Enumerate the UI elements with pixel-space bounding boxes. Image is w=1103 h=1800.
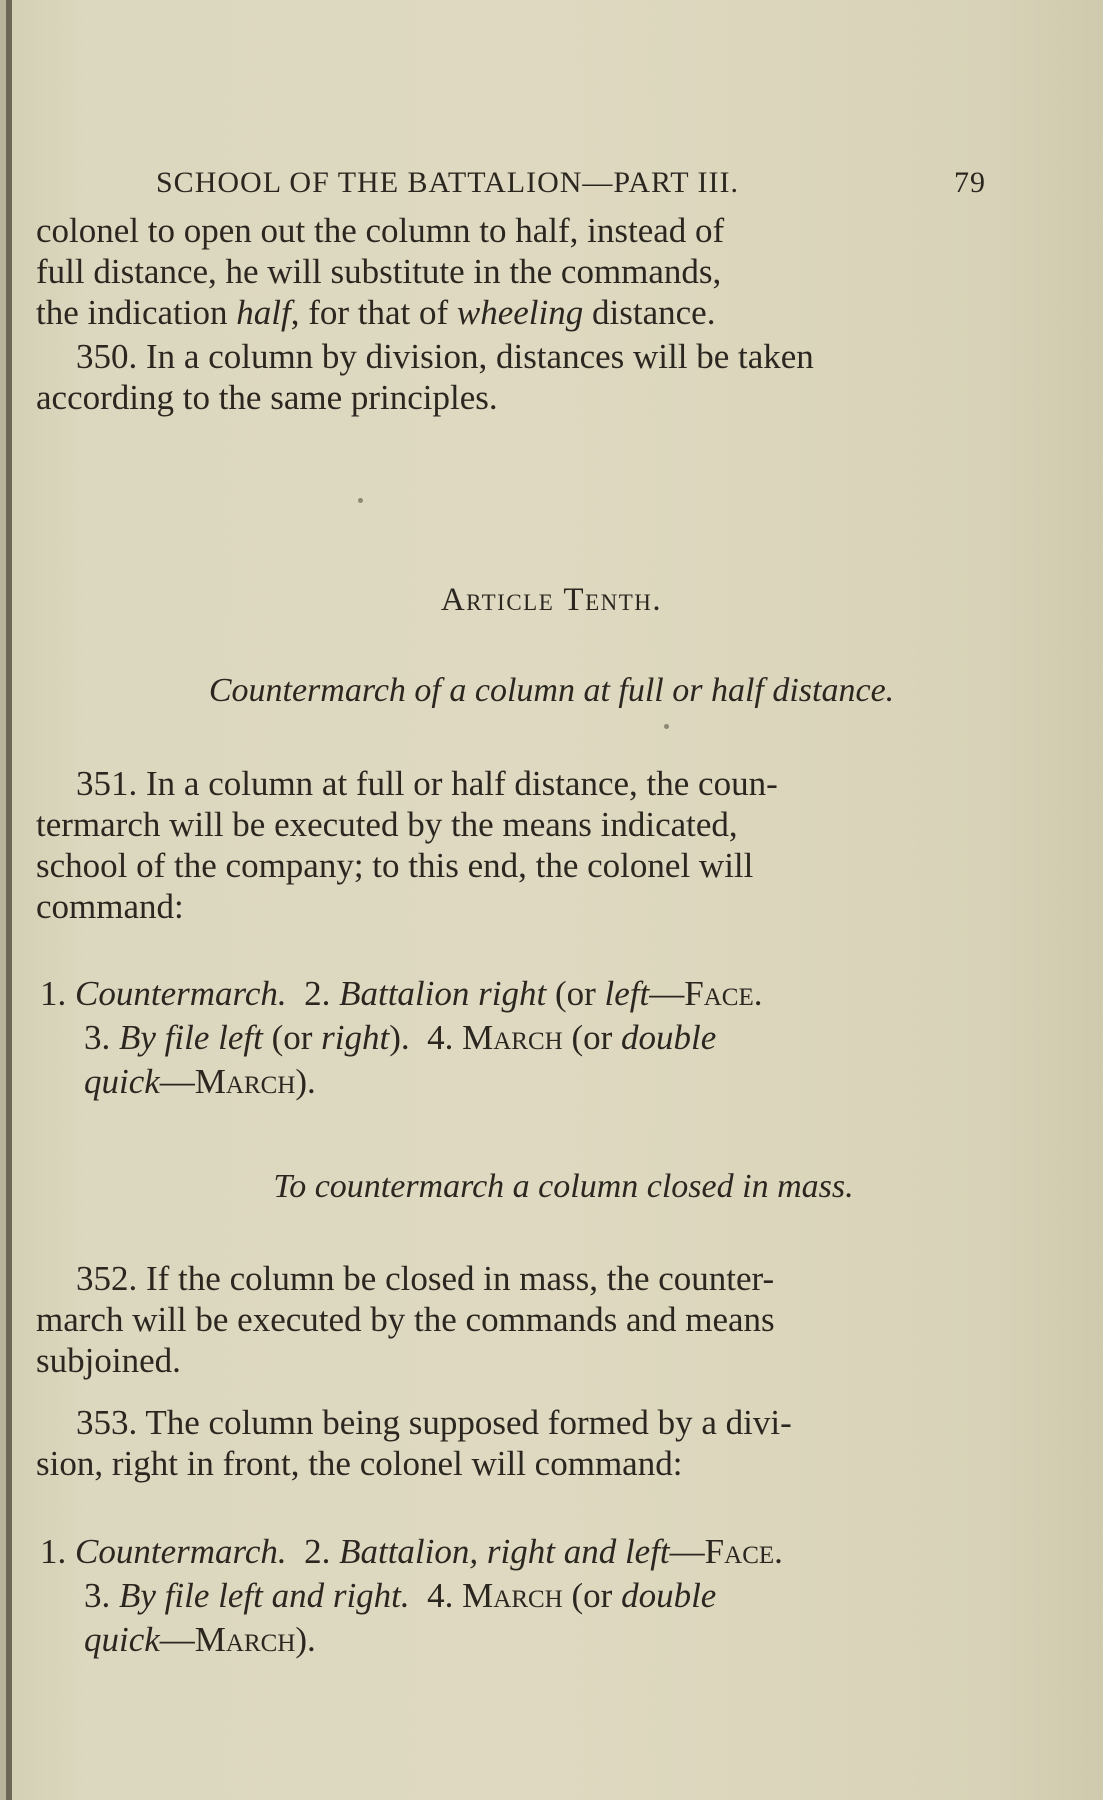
text: — [159, 1620, 195, 1659]
text: 2. [286, 1532, 340, 1571]
paragraph-350 [36, 336, 994, 418]
command-line [40, 1530, 1000, 1574]
text-line: colonel to open out the column to half, instead of [36, 211, 725, 250]
text: 3. [84, 1018, 119, 1057]
text: (or [562, 1018, 622, 1057]
emphasis: half [236, 293, 291, 332]
command-word: Face. [684, 974, 763, 1013]
text: ). [295, 1620, 316, 1659]
text: — [669, 1532, 705, 1571]
text: the indication [36, 293, 237, 332]
text: 4. [409, 1576, 463, 1615]
command-line [40, 972, 1000, 1016]
command: By file left [119, 1018, 263, 1057]
command: Battalion right [339, 974, 547, 1013]
command-sequence-1 [40, 972, 1000, 1104]
paragraph-353 [36, 1402, 994, 1484]
text-line: school of the company; to this end, the colonel will [36, 846, 754, 885]
text-line: full distance, he will substitute in the commands, [36, 252, 722, 291]
command-line [40, 1618, 1000, 1662]
command-word: March [194, 1620, 296, 1659]
command: Battalion, right and left [339, 1532, 670, 1571]
command-word: March [462, 1576, 563, 1615]
text-line: 351. In a column at full or half distance, the coun- [76, 764, 778, 803]
command: Countermarch. [75, 974, 287, 1013]
command: Countermarch. [75, 1532, 287, 1571]
command: left [604, 974, 650, 1013]
text: (or [546, 974, 605, 1013]
text: — [159, 1062, 195, 1101]
command: double [621, 1018, 717, 1057]
text-line: 350. In a column by division, distances will be taken [76, 337, 814, 376]
text-line: sion, right in front, the colonel will command: [36, 1444, 683, 1483]
running-head-title: SCHOOL OF THE BATTALION—PART III. [156, 166, 739, 199]
command-word: Face. [704, 1532, 783, 1571]
command: By file left and right. [119, 1576, 410, 1615]
text: ). [295, 1062, 316, 1101]
command-word: March [462, 1018, 563, 1057]
text: (or [262, 1018, 322, 1057]
text: (or [562, 1576, 622, 1615]
continuation-paragraph [36, 210, 994, 333]
text-line: termarch will be executed by the means indicated, [36, 805, 738, 844]
text: distance. [583, 293, 716, 332]
emphasis: wheeling [456, 293, 584, 332]
command: double [621, 1576, 717, 1615]
text-line: march will be executed by the commands and means [36, 1300, 775, 1339]
text: ). 4. [389, 1018, 463, 1057]
article-heading: Article Tenth. [440, 582, 663, 618]
section-heading-full-half-distance: Countermarch of a column at full or half distance. [208, 672, 895, 709]
text: 1. [40, 1532, 75, 1571]
text: 3. [84, 1576, 119, 1615]
text: 2. [286, 974, 340, 1013]
text-line: 352. If the column be closed in mass, the counter- [76, 1259, 775, 1298]
print-speck [664, 724, 669, 729]
text-line: according to the same principles. [36, 378, 498, 417]
text-line [36, 292, 994, 333]
text-line: 353. The column being supposed formed by a divi- [76, 1403, 792, 1442]
command: right [321, 1018, 390, 1057]
text-line: subjoined. [36, 1341, 181, 1380]
command: quick [84, 1062, 160, 1101]
text-line: command: [36, 887, 184, 926]
section-heading-closed-in-mass: To countermarch a column closed in mass. [273, 1168, 854, 1205]
command-sequence-2 [40, 1530, 1000, 1662]
command-line [40, 1016, 1000, 1060]
paragraph-351 [36, 763, 994, 927]
text: — [649, 974, 685, 1013]
print-speck [358, 498, 363, 503]
command-word: March [194, 1062, 296, 1101]
command-line [40, 1574, 1000, 1618]
command-line [40, 1060, 1000, 1104]
text: , for that of [290, 293, 457, 332]
text: 1. [40, 974, 75, 1013]
paragraph-352 [36, 1258, 994, 1381]
command: quick [84, 1620, 160, 1659]
page-number: 79 [954, 166, 986, 199]
